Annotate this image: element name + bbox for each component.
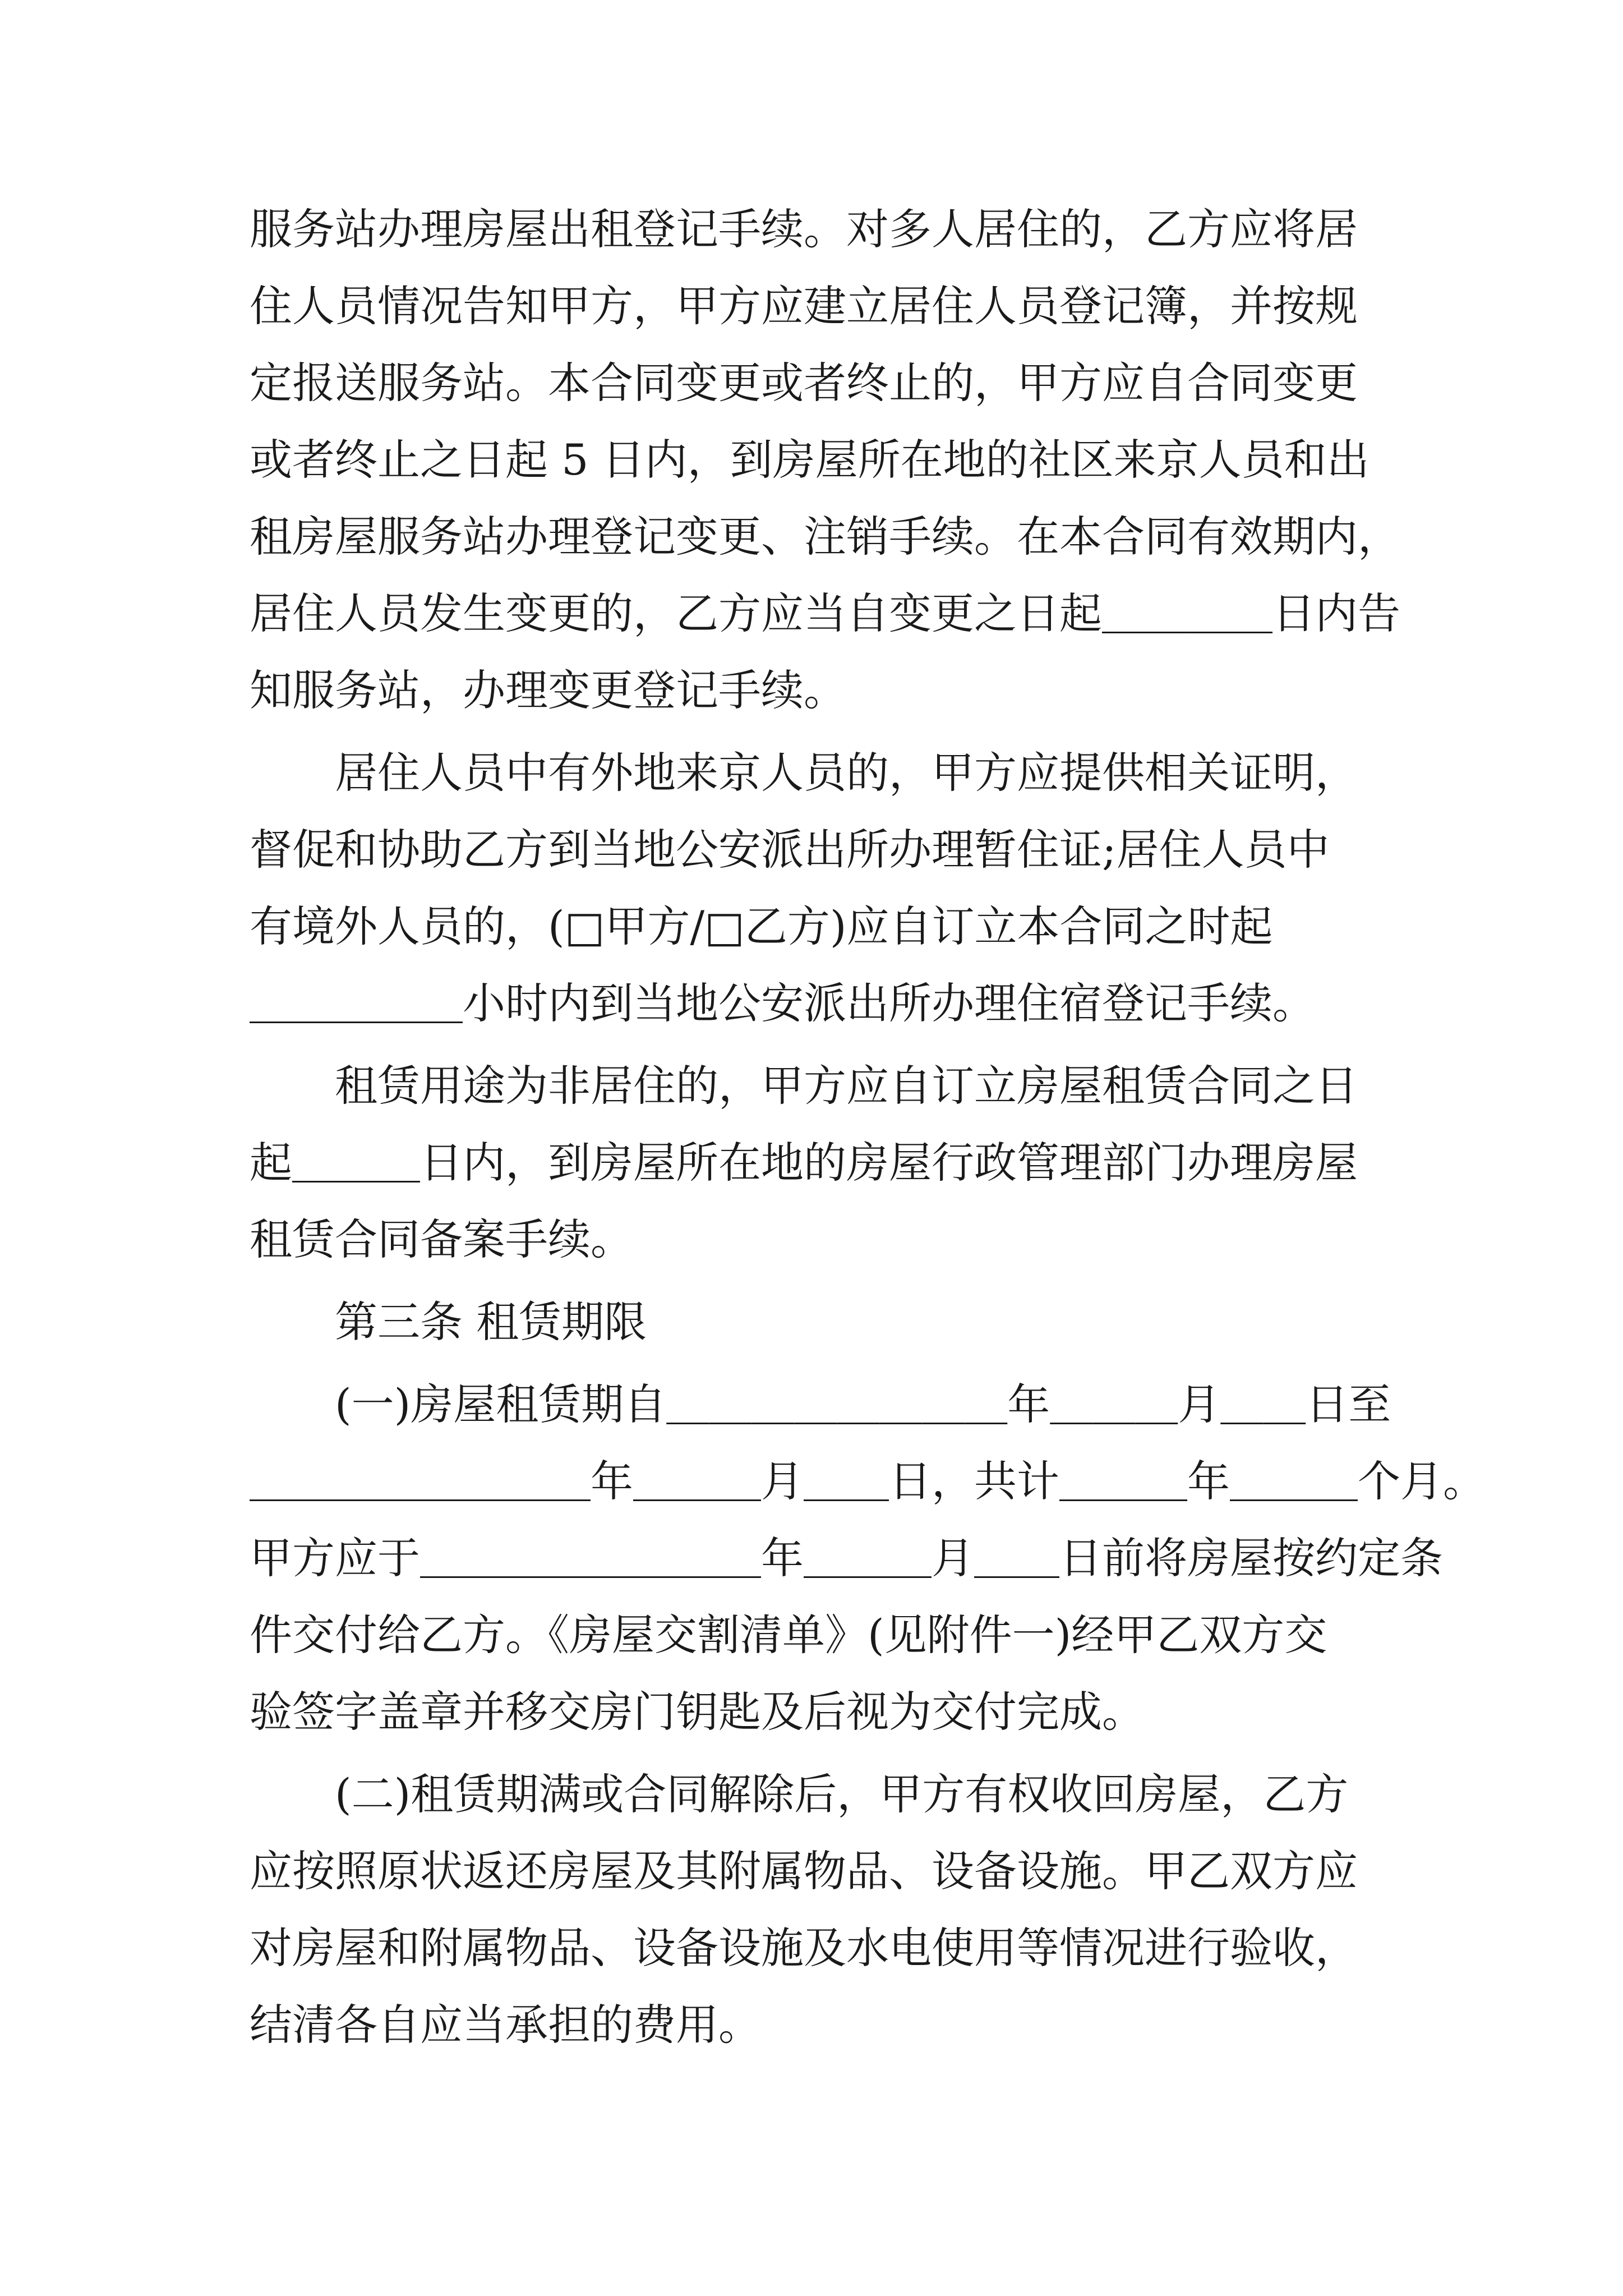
text-line: 对房屋和附属物品、设备设施及水电使用等情况进行验收， [250, 1923, 1358, 1973]
paragraph-gap [250, 1750, 1382, 1756]
text-line: 租房屋服务站办理登记变更、注销手续。在本合同有效期内， [250, 512, 1400, 562]
document-body [250, 191, 1486, 2063]
paragraph [250, 1047, 1382, 1278]
text-line: 或者终止之日起 5 日内，到房屋所在地的社区来京人员和出 [250, 435, 1370, 485]
text-line: (一)房屋租赁期自＿＿＿＿＿＿＿＿年＿＿＿月＿＿日至 [250, 1379, 1391, 1429]
text-line: 租赁合同备案手续。 [250, 1214, 633, 1264]
text-line: 甲方应于＿＿＿＿＿＿＿＿年＿＿＿月＿＿日前将房屋按约定条 [250, 1533, 1443, 1583]
text-line: ＿＿＿＿＿＿＿＿年＿＿＿月＿＿日，共计＿＿＿年＿＿＿个月。 [250, 1456, 1486, 1506]
text-line: 第三条 租赁期限 [250, 1297, 647, 1347]
text-line: 定报送服务站。本合同变更或者终止的，甲方应自合同变更 [250, 358, 1358, 408]
text-line: 住人员情况告知甲方，甲方应建立居住人员登记簿，并按规 [250, 281, 1358, 331]
paragraph [250, 1366, 1486, 1750]
text-line: 知服务站，办理变更登记手续。 [250, 665, 846, 715]
text-line: 起＿＿＿日内，到房屋所在地的房屋行政管理部门办理房屋 [250, 1138, 1358, 1188]
text-line: 服务站办理房屋出租登记手续。对多人居住的，乙方应将居 [250, 204, 1358, 254]
paragraph-gap [250, 729, 1382, 734]
text-line: 居住人员发生变更的，乙方应当自变更之日起＿＿＿＿日内告 [250, 588, 1400, 638]
text-line: (二)租赁期满或合同解除后，甲方有权收回房屋，乙方 [250, 1769, 1349, 1819]
paragraph [250, 1756, 1382, 2063]
text-line: 应按照原状返还房屋及其附属物品、设备设施。甲乙双方应 [250, 1846, 1358, 1896]
text-line: 居住人员中有外地来京人员的，甲方应提供相关证明， [250, 748, 1358, 798]
text-line: 件交付给乙方。《房屋交割清单》(见附件一)经甲乙双方交 [250, 1610, 1327, 1660]
text-line: 租赁用途为非居住的，甲方应自订立房屋租赁合同之日 [250, 1061, 1358, 1111]
text-line: 督促和协助乙方到当地公安派出所办理暂住证;居住人员中 [250, 825, 1330, 875]
paragraph [250, 1283, 1382, 1360]
text-line: 结清各自应当承担的费用。 [250, 2000, 761, 2050]
text-line: 有境外人员的，(□甲方/□乙方)应自订立本合同之时起 [250, 901, 1273, 951]
text-line: 验签字盖章并移交房门钥匙及后视为交付完成。 [250, 1687, 1145, 1737]
paragraph-gap [250, 1360, 1382, 1366]
paragraph [250, 734, 1382, 1042]
text-line: ＿＿＿＿＿小时内到当地公安派出所办理住宿登记手续。 [250, 978, 1315, 1028]
paragraph [250, 191, 1400, 729]
paragraph-gap [250, 1278, 1382, 1283]
paragraph-gap [250, 1042, 1382, 1047]
